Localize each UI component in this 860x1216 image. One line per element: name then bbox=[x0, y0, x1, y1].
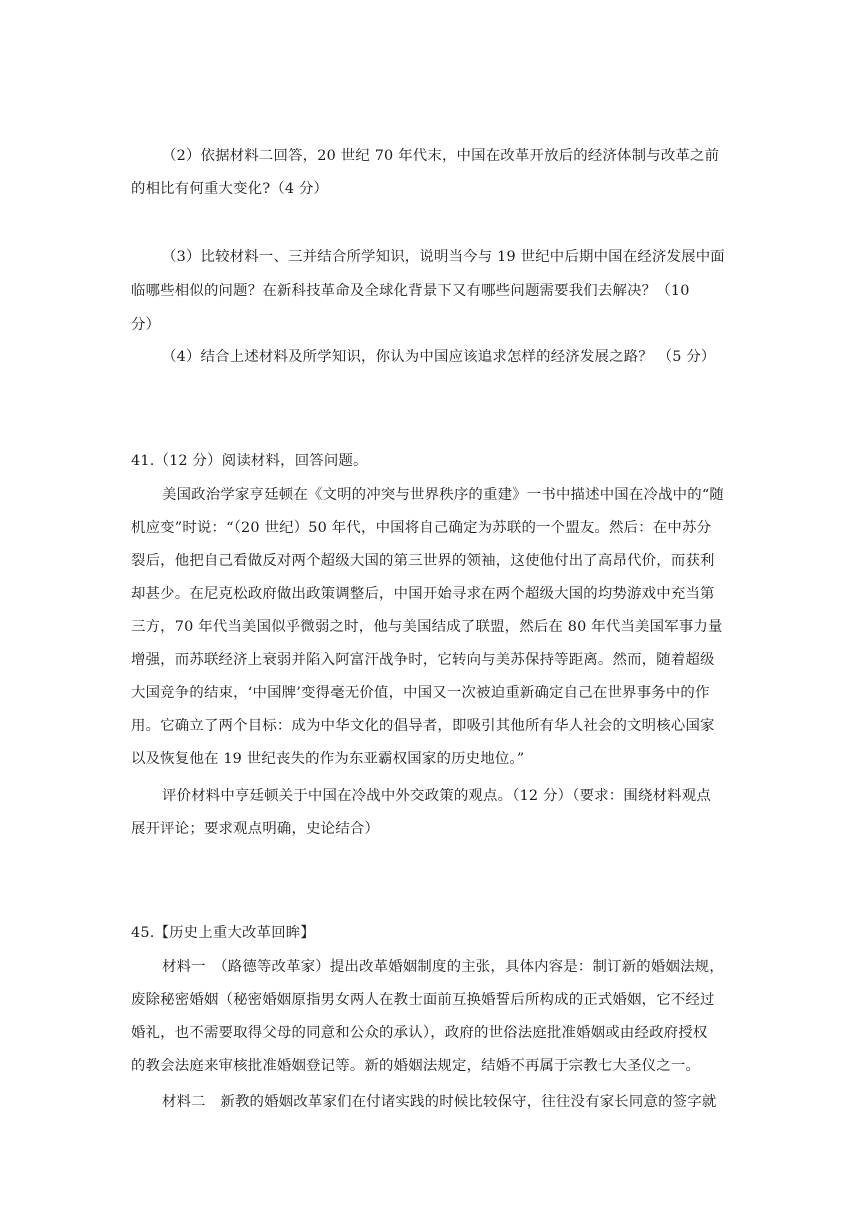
q40-part3-line-3: 分） bbox=[131, 317, 161, 333]
q40-part3-line-1: （3）比较材料一、三并结合所学知识，说明当今与 19 世纪中后期中国在经济发展中面 bbox=[162, 249, 725, 265]
q41-passage-line: 机应变”时说：“（20 世纪）50 年代，中国将自己确定为苏联的一个盟友。然后：在中苏分 bbox=[131, 520, 712, 536]
q41-passage-line: 美国政治学家亨廷顿在《文明的冲突与世界秩序的重建》一书中描述中国在冷战中的“随 bbox=[162, 487, 725, 503]
q41-heading: 41.（12 分）阅读材料，回答问题。 bbox=[131, 453, 368, 469]
q45-material2-line: 材料二 新教的婚姻改革家们在付诸实践的时候比较保守，往往没有家长同意的签字就 bbox=[162, 1094, 717, 1110]
q45-heading: 45.【历史上重大改革回眸】 bbox=[131, 925, 315, 941]
q40-part2-line-1: （2）依据材料二回答，20 世纪 70 年代末，中国在改革开放后的经济体制与改革之前 bbox=[162, 148, 720, 164]
q41-passage-line: 用。它确立了两个目标：成为中华文化的倡导者，即吸引其他所有华人社会的文明核心国家 bbox=[131, 718, 715, 734]
q45-material1-line: 废除秘密婚姻（秘密婚姻原指男女两人在教士面前互换婚誓后所构成的正式婚姻，它不经过 bbox=[131, 992, 715, 1008]
q45-material1-line: 的教会法庭来审核批准婚姻登记等。新的婚姻法规定，结婚不再属于宗教七大圣仪之一。 bbox=[131, 1058, 701, 1074]
q40-part4-line-1: （4）结合上述材料及所学知识，你认为中国应该追求怎样的经济发展之路？ （5 分） bbox=[162, 349, 716, 365]
q41-passage-line: 以及恢复他在 19 世纪丧失的作为东亚霸权国家的历史地位。” bbox=[131, 751, 525, 767]
q41-passage-line: 裂后，他把自己看做反对两个超级大国的第三世界的领袖，这使他付出了高昂代价，而获利 bbox=[131, 553, 715, 569]
q41-task-line: 展开评论；要求观点明确，史论结合） bbox=[131, 821, 380, 837]
q41-task-line: 评价材料中亨廷顿关于中国在冷战中外交政策的观点。（12 分）（要求：围绕材料观点 bbox=[162, 788, 711, 804]
q40-part3-line-2: 临哪些相似的问题？在新科技革命及全球化背景下又有哪些问题需要我们去解决？（10 bbox=[131, 283, 690, 299]
q41-passage-line: 却甚少。在尼克松政府做出政策调整后，中国开始寻求在两个超级大国的均势游戏中充当第 bbox=[131, 586, 715, 602]
q45-material1-line: 材料一 （路德等改革家）提出改革婚姻制度的主张，具体内容是：制订新的婚姻法规， bbox=[162, 959, 724, 975]
q45-material1-line: 婚礼，也不需要取得父母的同意和公众的承认），政府的世俗法庭批准婚姻或由经政府授权 bbox=[131, 1025, 708, 1041]
q41-passage-line: 增强，而苏联经济上衰弱并陷入阿富汗战争时，它转向与美苏保持等距离。然而，随着超级 bbox=[131, 652, 715, 668]
q40-part2-line-2: 的相比有何重大变化?（4 分） bbox=[131, 181, 329, 197]
q41-passage-line: 三方，70 年代当美国似乎微弱之时，他与美国结成了联盟，然后在 80 年代当美国军事力量 bbox=[131, 619, 723, 635]
q41-passage-line: 大国竞争的结束，‘中国牌’变得毫无价值，中国又一次被迫重新确定自己在世界事务中的作 bbox=[131, 685, 710, 701]
